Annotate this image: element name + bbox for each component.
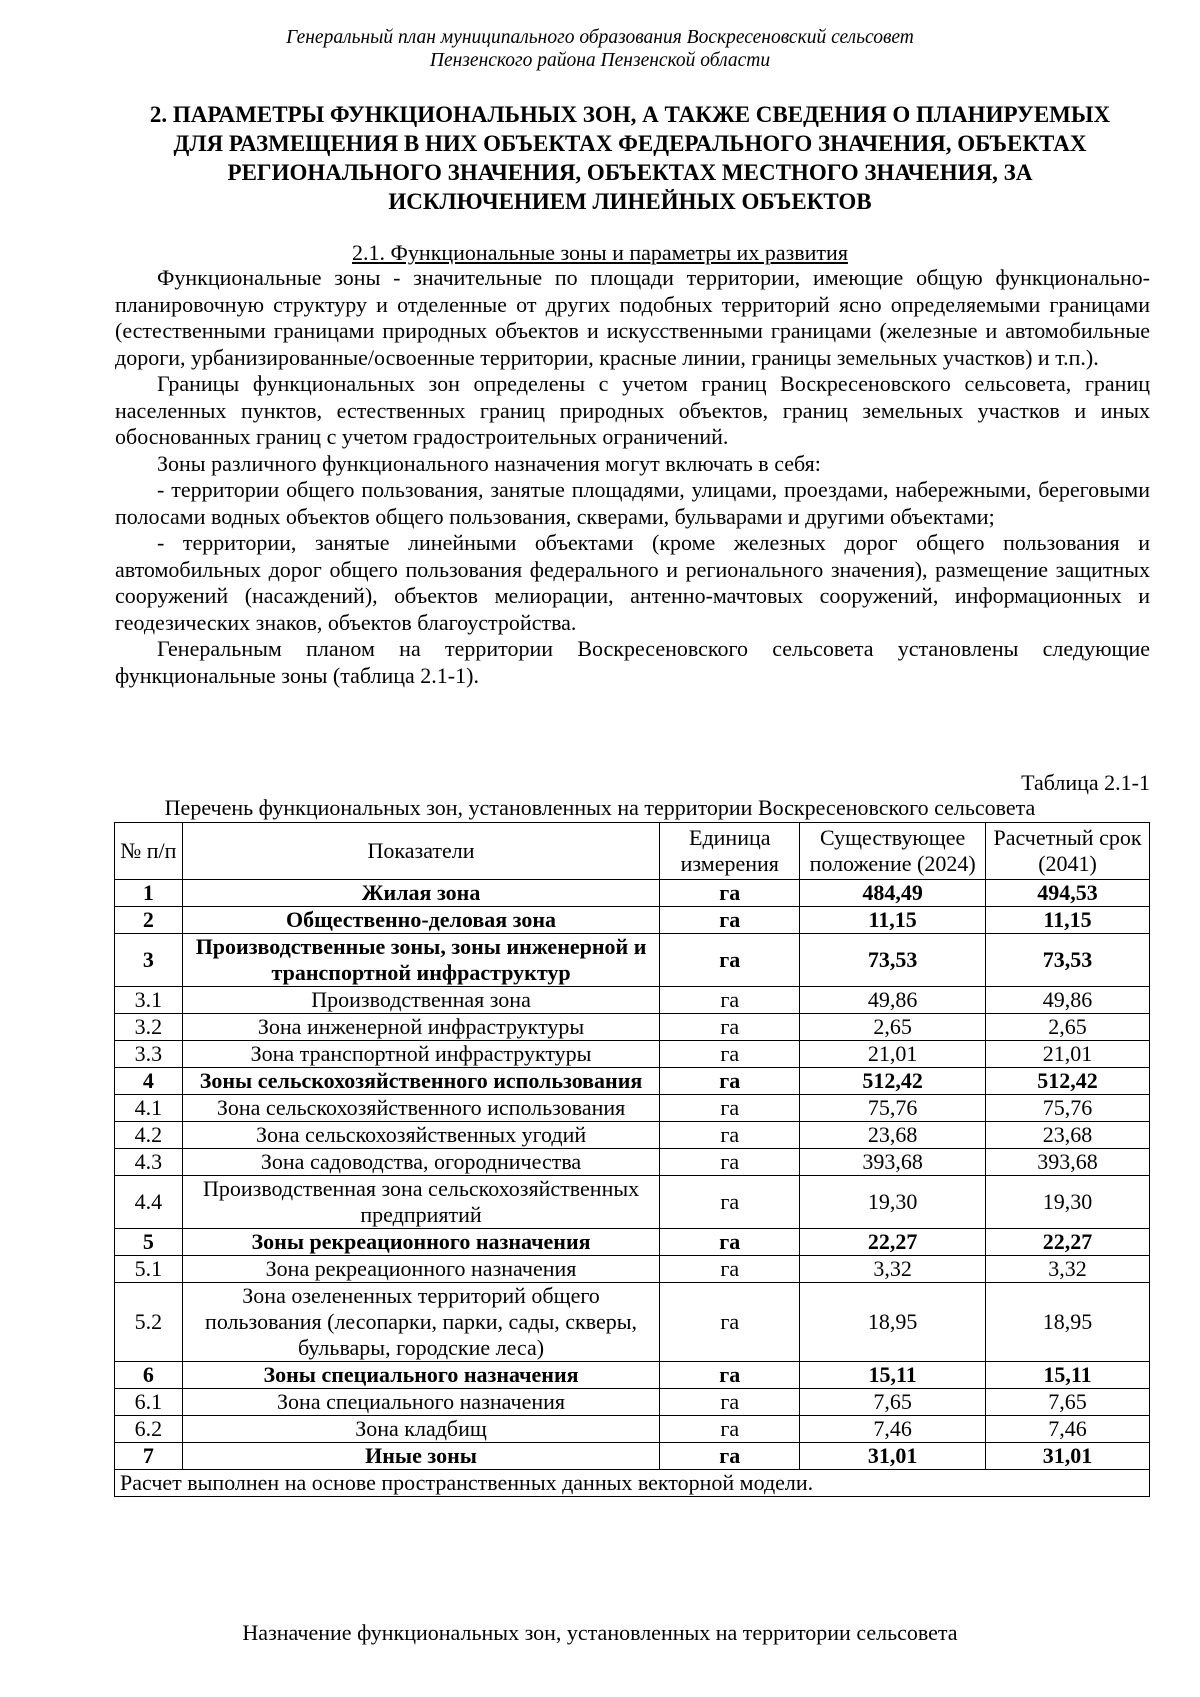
cell-unit: га	[660, 907, 800, 934]
cell-indicator: Жилая зона	[182, 880, 660, 907]
cell-num: 5.1	[115, 1256, 183, 1283]
cell-unit: га	[660, 1095, 800, 1122]
cell-indicator: Зона специального назначения	[182, 1389, 660, 1416]
cell-num: 7	[115, 1443, 183, 1470]
cell-planned: 75,76	[986, 1095, 1150, 1122]
table-footnote-row	[115, 1470, 1150, 1497]
table-row	[115, 1229, 1150, 1256]
cell-planned: 23,68	[986, 1122, 1150, 1149]
cell-planned: 18,95	[986, 1283, 1150, 1362]
table-row	[115, 1014, 1150, 1041]
paragraph: Функциональные зоны - значительные по площади территории, имеющие общую функционально-планировочную структуру и отделенные от других подобных территорий ясно определяемыми границами (естественными границами природных объектов и искусственными границами (железные и автомобильные дороги, урбанизированные/освоенные территории, красные линии, границы земельных участков) и т.п.).	[115, 265, 1150, 370]
cell-indicator: Зоны рекреационного назначения	[182, 1229, 660, 1256]
cell-existing: 484,49	[800, 880, 986, 907]
section-title	[110, 100, 1150, 216]
cell-unit: га	[660, 1416, 800, 1443]
table-body	[115, 880, 1150, 1470]
header-line-1: Генеральный план муниципального образования Воскресеновский сельсовет	[286, 27, 914, 48]
cell-existing: 75,76	[800, 1095, 986, 1122]
cell-unit: га	[660, 1389, 800, 1416]
cell-unit: га	[660, 1041, 800, 1068]
cell-planned: 15,11	[986, 1362, 1150, 1389]
table-caption: Перечень функциональных зон, установленных на территории Воскресеновского сельсовета	[164, 795, 1036, 820]
cell-existing: 21,01	[800, 1041, 986, 1068]
table-row	[115, 1256, 1150, 1283]
cell-num: 3	[115, 934, 183, 987]
cell-num: 6.2	[115, 1416, 183, 1443]
cell-num: 1	[115, 880, 183, 907]
cell-existing: 7,65	[800, 1389, 986, 1416]
cell-num: 4	[115, 1068, 183, 1095]
section-title-line-1: 2. ПАРАМЕТРЫ ФУНКЦИОНАЛЬНЫХ ЗОН, А ТАКЖЕ СВЕДЕНИЯ О ПЛАНИРУЕМЫХ	[149, 102, 1111, 127]
section-title-line-2: ДЛЯ РАЗМЕЩЕНИЯ В НИХ ОБЪЕКТАХ ФЕДЕРАЛЬНОГО ЗНАЧЕНИЯ, ОБЪЕКТАХ	[173, 131, 1087, 156]
body-text	[115, 265, 1150, 689]
table-row	[115, 880, 1150, 907]
cell-num: 4.1	[115, 1095, 183, 1122]
paragraph: - территории, занятые линейными объектами (кроме железных дорог общего пользования и автомобильных дорог общего пользования федерального и регионального значения), размещение защитных сооружений (насаждений), объектов мелиорации, антенно-мачтовых сооружений, информационных и геодезических знаков, объектов благоустройства.	[115, 530, 1150, 635]
cell-planned: 3,32	[986, 1256, 1150, 1283]
cell-existing: 49,86	[800, 987, 986, 1014]
cell-existing: 19,30	[800, 1176, 986, 1229]
cell-unit: га	[660, 1229, 800, 1256]
cell-indicator: Зона сельскохозяйственного использования	[182, 1095, 660, 1122]
cell-indicator: Зоны сельскохозяйственного использования	[182, 1068, 660, 1095]
cell-num: 6	[115, 1362, 183, 1389]
cell-unit: га	[660, 934, 800, 987]
cell-existing: 512,42	[800, 1068, 986, 1095]
cell-num: 4.4	[115, 1176, 183, 1229]
cell-existing: 2,65	[800, 1014, 986, 1041]
cell-existing: 11,15	[800, 907, 986, 934]
cell-existing: 22,27	[800, 1229, 986, 1256]
table-row	[115, 1389, 1150, 1416]
cell-unit: га	[660, 1149, 800, 1176]
cell-indicator: Общественно-деловая зона	[182, 907, 660, 934]
subsection-title: 2.1. Функциональные зоны и параметры их развития	[352, 240, 848, 265]
header-unit: Единица измерения	[660, 823, 800, 880]
cell-num: 4.3	[115, 1149, 183, 1176]
table-row	[115, 1443, 1150, 1470]
cell-num: 5	[115, 1229, 183, 1256]
cell-unit: га	[660, 1443, 800, 1470]
cell-planned: 7,46	[986, 1416, 1150, 1443]
paragraph: Генеральным планом на территории Воскресеновского сельсовета установлены следующие функциональные зоны (таблица 2.1-1).	[115, 636, 1150, 688]
cell-num: 3.2	[115, 1014, 183, 1041]
cell-num: 3.3	[115, 1041, 183, 1068]
cell-planned: 22,27	[986, 1229, 1150, 1256]
cell-planned: 494,53	[986, 880, 1150, 907]
cell-indicator: Производственная зона	[182, 987, 660, 1014]
cell-planned: 31,01	[986, 1443, 1150, 1470]
table-row	[115, 1362, 1150, 1389]
cell-num: 4.2	[115, 1122, 183, 1149]
table-header-row	[115, 823, 1150, 880]
table-row	[115, 987, 1150, 1014]
cell-indicator: Зона транспортной инфраструктуры	[182, 1041, 660, 1068]
cell-num: 5.2	[115, 1283, 183, 1362]
table-row	[115, 1416, 1150, 1443]
cell-existing: 31,01	[800, 1443, 986, 1470]
cell-planned: 19,30	[986, 1176, 1150, 1229]
cell-planned: 2,65	[986, 1014, 1150, 1041]
cell-indicator: Зона кладбищ	[182, 1416, 660, 1443]
cell-indicator: Зона сельскохозяйственных угодий	[182, 1122, 660, 1149]
cell-unit: га	[660, 1122, 800, 1149]
cell-unit: га	[660, 1014, 800, 1041]
header-indicator: Показатели	[182, 823, 660, 880]
section-title-line-3: РЕГИОНАЛЬНОГО ЗНАЧЕНИЯ, ОБЪЕКТАХ МЕСТНОГО ЗНАЧЕНИЯ, ЗА	[227, 160, 1033, 185]
cell-unit: га	[660, 1283, 800, 1362]
cell-unit: га	[660, 1256, 800, 1283]
cell-unit: га	[660, 1176, 800, 1229]
table-row	[115, 934, 1150, 987]
cell-existing: 18,95	[800, 1283, 986, 1362]
next-caption: Назначение функциональных зон, установленных на территории сельсовета	[242, 1620, 958, 1645]
cell-existing: 73,53	[800, 934, 986, 987]
cell-indicator: Иные зоны	[182, 1443, 660, 1470]
cell-planned: 21,01	[986, 1041, 1150, 1068]
table-footnote: Расчет выполнен на основе пространственных данных векторной модели.	[115, 1470, 1150, 1497]
cell-indicator: Зона рекреационного назначения	[182, 1256, 660, 1283]
header-planned: Расчетный срок (2041)	[986, 823, 1150, 880]
cell-existing: 15,11	[800, 1362, 986, 1389]
paragraph: - территории общего пользования, занятые площадями, улицами, проездами, набережными, береговыми полосами водных объектов общего пользования, скверами, бульварами и другими объектами;	[115, 477, 1150, 529]
table-row	[115, 1068, 1150, 1095]
table-row	[115, 1095, 1150, 1122]
table-row	[115, 1041, 1150, 1068]
header-existing: Существующее положение (2024)	[800, 823, 986, 880]
cell-planned: 73,53	[986, 934, 1150, 987]
cell-planned: 49,86	[986, 987, 1150, 1014]
cell-existing: 23,68	[800, 1122, 986, 1149]
paragraph: Границы функциональных зон определены с учетом границ Воскресеновского сельсовета, границ населенных пунктов, естественных границ природных объектов, границ земельных участков и иных обоснованных границ с учетом градостроительных ограничений.	[115, 371, 1150, 449]
cell-planned: 512,42	[986, 1068, 1150, 1095]
paragraph: Зоны различного функционального назначения могут включать в себя:	[157, 450, 821, 476]
table-row	[115, 1176, 1150, 1229]
cell-num: 3.1	[115, 987, 183, 1014]
cell-planned: 393,68	[986, 1149, 1150, 1176]
cell-unit: га	[660, 880, 800, 907]
header-num: № п/п	[115, 823, 183, 880]
table-row	[115, 1149, 1150, 1176]
table-row	[115, 1283, 1150, 1362]
cell-indicator: Зона садоводства, огородничества	[182, 1149, 660, 1176]
table-number: Таблица 2.1-1	[1021, 770, 1150, 795]
zones-table	[114, 822, 1150, 1497]
cell-num: 2	[115, 907, 183, 934]
running-header	[0, 26, 1200, 72]
cell-indicator: Производственные зоны, зоны инженерной и транспортной инфраструктур	[182, 934, 660, 987]
table-row	[115, 1122, 1150, 1149]
cell-unit: га	[660, 987, 800, 1014]
header-line-2: Пензенского района Пензенской области	[429, 50, 771, 71]
cell-indicator: Зона инженерной инфраструктуры	[182, 1014, 660, 1041]
cell-existing: 393,68	[800, 1149, 986, 1176]
section-title-line-4: ИСКЛЮЧЕНИЕМ ЛИНЕЙНЫХ ОБЪЕКТОВ	[388, 189, 872, 214]
cell-indicator: Производственная зона сельскохозяйственных предприятий	[182, 1176, 660, 1229]
cell-existing: 7,46	[800, 1416, 986, 1443]
cell-num: 6.1	[115, 1389, 183, 1416]
cell-unit: га	[660, 1362, 800, 1389]
cell-existing: 3,32	[800, 1256, 986, 1283]
cell-planned: 7,65	[986, 1389, 1150, 1416]
table-row	[115, 907, 1150, 934]
cell-planned: 11,15	[986, 907, 1150, 934]
cell-indicator: Зоны специального назначения	[182, 1362, 660, 1389]
cell-indicator: Зона озелененных территорий общего пользования (лесопарки, парки, сады, скверы, бульвары, городские леса)	[182, 1283, 660, 1362]
cell-unit: га	[660, 1068, 800, 1095]
